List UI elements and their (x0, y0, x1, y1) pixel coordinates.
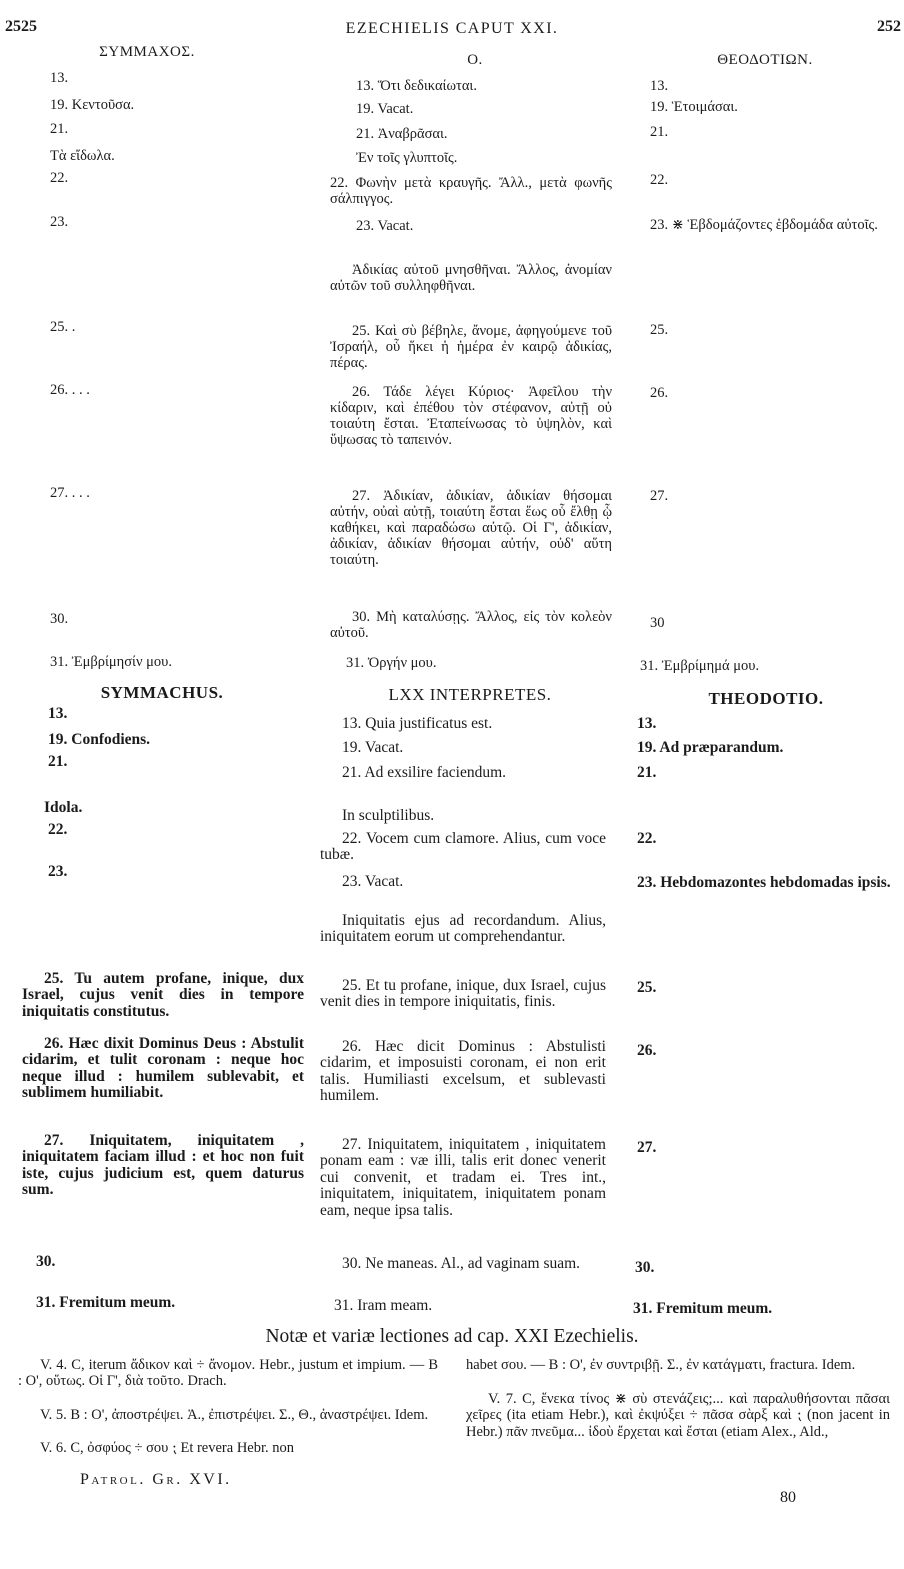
verse-line: 26. . . . (50, 382, 90, 398)
verse-line: 27. (637, 1139, 657, 1156)
verse-line: 21. (637, 764, 657, 781)
verse-line: 31. Iram meam. (334, 1297, 433, 1314)
verse-line: In sculptilibus. (342, 807, 435, 824)
verse-line: 23. Vacat. (342, 873, 404, 890)
verse-line: 21. (48, 753, 68, 770)
heading-septuagint-latin: LXX INTERPRETES. (388, 685, 552, 704)
verse-line: 22. (650, 172, 669, 188)
signature-mark: Patrol. Gr. XVI. (80, 1471, 232, 1488)
verse-line: 19. Κεντοῦσα. (50, 97, 135, 113)
heading-symmachus-latin: SYMMACHUS. (100, 683, 224, 702)
note-paragraph: V. 4. C, iterum ἄδικον καὶ ÷ ἄνομον. Hebr., justum et impium. — B : Ο', οὕτως. Οἱ Γ', διὰ τοῦτο. Drach. (18, 1357, 438, 1390)
note-paragraph: V. 5. B : Ο', ἀποστρέψει. Ἀ., ἐπιστρέψει. Σ., Θ., ἀναστρέψει. Idem. (40, 1407, 429, 1423)
note-paragraph: habet σου. — B : Ο', ἐν συντριβῇ. Σ., ἐν κατάγματι, fractura. Idem. (466, 1357, 856, 1373)
verse-line: 25. Καὶ σὺ βέβηλε, ἄνομε, ἀφηγούμενε τοῦ Ἰσραήλ, οὗ ἥκει ἡ ἡμέρα ἐν καιρῷ ἀδικίας, πέρας. (330, 323, 612, 371)
verse-line: 13. (48, 705, 68, 722)
verse-line: 26. (637, 1042, 657, 1059)
verse-line: 22. Φωνὴν μετὰ κραυγῆς. Ἄλλ., μετὰ φωνῆς σάλπιγγος. (330, 175, 612, 207)
verse-line: 19. Vacat. (342, 739, 404, 756)
heading-septuagint-greek: Ο. (467, 52, 483, 68)
verse-line: 21. Ἀναβρᾶσαι. (356, 126, 448, 142)
verse-line: 31. Ἐμβρίμησίν μου. (50, 654, 172, 670)
verse-line: 13. Quia justificatus est. (342, 715, 493, 732)
verse-line: 26. Hæc dicit Dominus : Abstulisti cidarim, et imposuisti coronam, ei non erit talis. Humiliasti excelsum, et sublevasti humilem. (320, 1038, 606, 1105)
verse-line: 21. Ad exsilire faciendum. (342, 764, 506, 781)
verse-line: 13. Ὅτι δεδικαίωται. (356, 78, 477, 94)
verse-line: Idola. (44, 799, 83, 816)
page-number-left: 2525 (5, 18, 37, 35)
verse-line: 13. (50, 70, 69, 86)
heading-theodotion-greek: ΘΕΟΔΟΤΙΩΝ. (717, 52, 813, 68)
page-number-right: 252 (877, 18, 901, 35)
verse-line: 25. Tu autem profane, inique, dux Israel, cujus venit dies in tempore iniquitatis constitutus. (22, 970, 304, 1020)
verse-line: 19. Ἑτοιμάσαι. (650, 99, 738, 115)
verse-line: 30. (635, 1259, 655, 1276)
verse-line: 19. Confodiens. (48, 731, 151, 748)
verse-line: 23. Vacat. (356, 218, 414, 234)
note-paragraph: V. 7. C, ἕνεκα τίνος ⋇ σὺ στενάζεις;... καὶ παραλυθήσονται πᾶσαι χεῖρες (ita etiam Hebr.), καὶ ἐκψύξει ÷ πᾶσα σὰρξ καὶ ⁏ (non jacent in Hebr.) πᾶν πνεῦμα... ἰδοὺ ἔρχεται καὶ ἔσται (etiam Alex., Ald., (466, 1391, 890, 1440)
note-paragraph: V. 6. C, ὀσφύος ÷ σου ⁏ Et revera Hebr. non (40, 1440, 295, 1456)
verse-line: 25. Et tu profane, inique, dux Israel, cujus venit dies in tempore iniquitatis, finis. (320, 977, 606, 1011)
verse-line: 26. Hæc dixit Dominus Deus : Abstulit cidarim, et tulit coronam : neque hoc neque illud : humilem sublevabit, et sublimem humiliabit. (22, 1035, 304, 1102)
heading-theodotion-latin: THEODOTIO. (708, 689, 824, 708)
heading-symmachus-greek: ΣΥΜΜΑΧΟΣ. (99, 44, 195, 60)
signature-number: 80 (780, 1489, 796, 1506)
verse-line: Τὰ εἴδωλα. (50, 148, 115, 164)
verse-line: 30. Μὴ καταλύσῃς. Ἄλλος, εἰς τὸν κολεὸν αὐτοῦ. (330, 609, 612, 641)
verse-line: 23. ⋇ Ἑβδομάζοντες ἑβδομάδα αὐτοῖς. (650, 217, 878, 233)
verse-line: 22. (48, 821, 68, 838)
verse-line: 27. . . . (50, 485, 90, 501)
notes-title: Notæ et variæ lectiones ad cap. XXI Ezechielis. (265, 1326, 639, 1347)
verse-line: 22. (637, 830, 657, 847)
verse-line: 27. (650, 488, 669, 504)
verse-line: Iniquitatis ejus ad recordandum. Alius, iniquitatem eorum ut comprehendantur. (320, 912, 606, 946)
verse-line: 30. Ne maneas. Al., ad vaginam suam. (342, 1255, 581, 1272)
verse-line: 23. (50, 214, 69, 230)
verse-line: 19. Ad præparandum. (637, 739, 784, 756)
verse-line: 25. (650, 322, 669, 338)
verse-line: 23. (48, 863, 68, 880)
verse-line: 22. (50, 170, 69, 186)
verse-line: 27. Iniquitatem, iniquitatem , iniquitatem faciam illud : et hoc non fuit iste, cujus judicium est, quem daturus sum. (22, 1132, 304, 1199)
verse-line: Ἐν τοῖς γλυπτοῖς. (356, 150, 458, 166)
verse-line: 31. Fremitum meum. (36, 1294, 176, 1311)
verse-line: 25. (637, 979, 657, 996)
verse-line: 25. . (50, 319, 76, 335)
verse-line: 22. Vocem cum clamore. Alius, cum voce tubæ. (320, 830, 606, 864)
verse-line: Ἀδικίας αὐτοῦ μνησθῆναι. Ἄλλος, ἀνομίαν αὐτῶν τοῦ συλληφθῆναι. (330, 262, 612, 294)
verse-line: 13. (650, 78, 669, 94)
verse-line: 21. (50, 121, 69, 137)
verse-line: 26. (650, 385, 669, 401)
verse-line: 30. (50, 611, 69, 627)
running-title: EZECHIELIS CAPUT XXI. (345, 20, 559, 37)
verse-line: 31. Ἐμβρίμημά μου. (640, 658, 760, 674)
verse-line: 19. Vacat. (356, 101, 414, 117)
verse-line: 30. (36, 1253, 56, 1270)
verse-line: 30 (650, 615, 665, 631)
verse-line: 26. Τάδε λέγει Κύριος· Ἀφεῖλου τὴν κίδαριν, καὶ ἐπέθου τὸν στέφανον, αὐτῇ οὐ τοιαύτη ἔσται. Ἐταπείνωσας τὸ ὑψηλὸν, καὶ ὕψωσας τὸ ταπεινόν. (330, 384, 612, 448)
verse-line: 23. Hebdomazontes hebdomadas ipsis. (637, 874, 891, 891)
verse-line: 21. (650, 124, 669, 140)
verse-line: 27. Ἀδικίαν, ἀδικίαν, ἀδικίαν θήσομαι αὐτήν, οὐαὶ αὐτῇ, τοιαύτη ἔσται ἕως οὗ ἔλθῃ ᾧ καθήκει, καὶ παραδώσω αὐτῷ. Οἱ Γ', ἀδικίαν, ἀδικίαν, ἀδικίαν θήσομαι αὐτήν, οὐδ' αὕτη τοιαύτη. (330, 488, 612, 568)
verse-line: 31. Fremitum meum. (633, 1300, 773, 1317)
verse-line: 27. Iniquitatem, iniquitatem , iniquitatem ponam eam : væ illi, talis erit donec venerit cui convenit, et tradam ei. Tres int., iniquitatem, iniquitatem, iniquitatem ponam eam, neque ipsa talis. (320, 1136, 606, 1219)
verse-line: 13. (637, 715, 657, 732)
verse-line: 31. Ὀργήν μου. (346, 655, 437, 671)
